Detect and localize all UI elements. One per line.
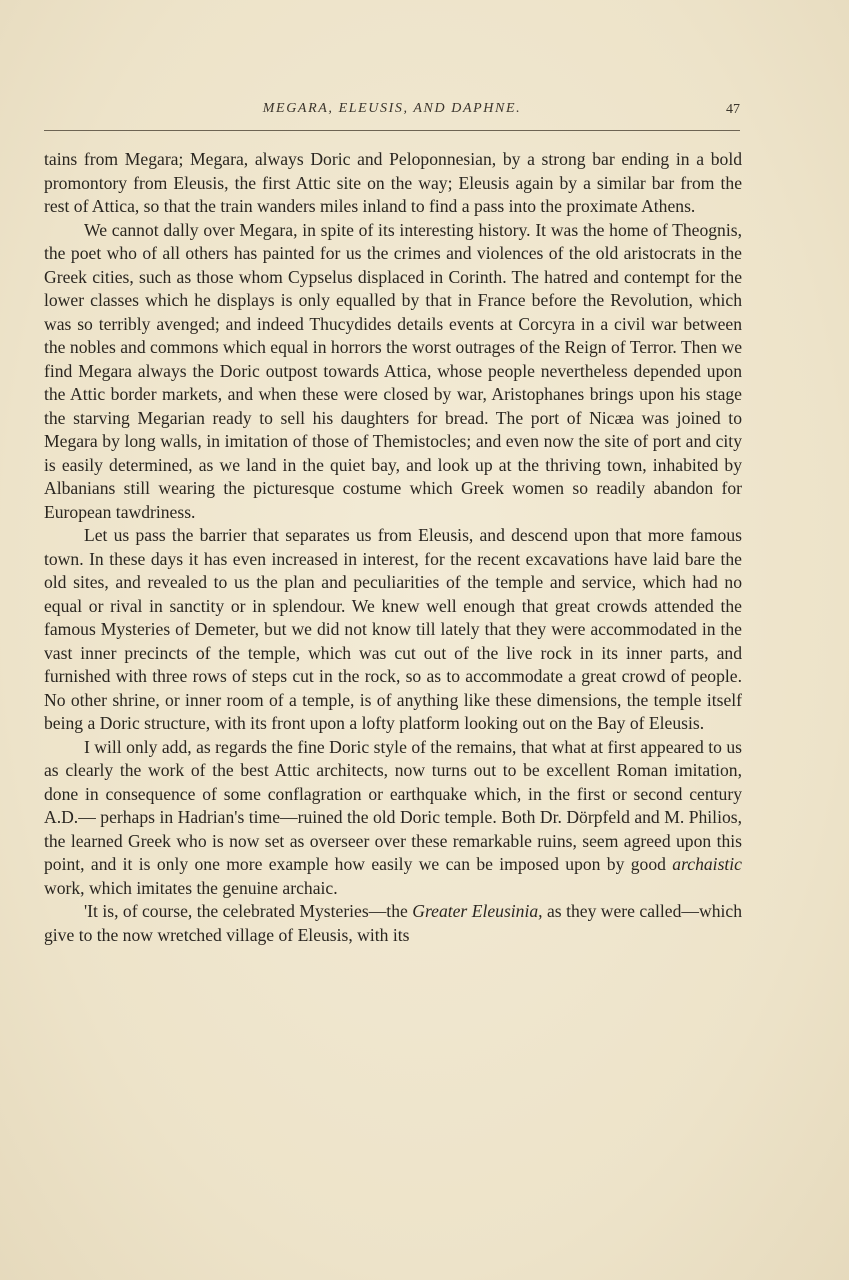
italic-greater-eleusinia: Greater Eleusinia, [412, 901, 543, 921]
paragraph-4-text-c: work, which imitates the genuine archaic. [44, 877, 338, 898]
paragraph-4-text-b: — perhaps in Hadrian's time—ruined the old Doric temple. Both Dr. Dörpfeld and M. Philios, the learned Greek who is now set as overseer over these remarkable ruins, seem agreed upon this point, and it is only one more example how easily we can be imposed upon by good [44, 807, 742, 874]
paragraph-5-text-b: as they were called—which give to the now wretched village of Eleusis, with its [44, 901, 742, 945]
paragraph-1: tains from Megara; Megara, always Doric and Peloponnesian, by a strong bar ending in a bold promontory from Eleusis, the first Attic site on the way; Eleusis again by a similar bar from the rest of Attica, so that the train wanders miles inland to find a pass into the proximate Athens. [44, 149, 742, 216]
paragraph-5 [44, 900, 742, 947]
paragraph-2: We cannot dally over Megara, in spite of its interesting history. It was the home of Theognis, the poet who of all others has painted for us the crimes and violences of the old aristocrats in the Greek cities, such as those whom Cypselus displaced in Corinth. The hatred and contempt for the lower classes which he displays is only equalled by that in France before the Revolution, which was so terribly avenged; and indeed Thucydides details events at Corcyra in a civil war between the nobles and commons which equal in horrors the worst outrages of the Reign of Terror. Then we find Megara always the Doric outpost towards Attica, whose people nevertheless depended upon the Attic border markets, and when these were closed by war, Aristophanes brings upon his stage the starving Megarian ready to sell his daughters for bread. The port of Nicæa was joined to Megara by long walls, in imitation of those of Themistocles; and even now the site of port and city is easily determined, as we land in the quiet bay, and look up at the thriving town, inhabited by Albanians still wearing the picturesque costume which Greek women so readily abandon for European tawdriness. [44, 219, 742, 522]
header-rule [44, 130, 740, 131]
body-text [44, 148, 742, 947]
page-header [44, 101, 740, 127]
anno-domini: A.D. [44, 807, 79, 827]
paragraph-3: Let us pass the barrier that separates us from Eleusis, and descend upon that more famous town. In these days it has even increased in interest, for the recent excavations have laid bare the old sites, and revealed to us the plan and peculiarities of the temple and service, which had no equal or rival in sanctity or in splendour. We knew well enough that great crowds attended the famous Mysteries of Demeter, but we did not know till lately that they were accommodated in the vast inner precincts of the temple, which was cut out of the live rock in its inner parts, and furnished with three rows of steps cut in the rock, so as to accommodate a great crowd of people. No other shrine, or inner room of a temple, is of anything like these dimensions, the temple itself being a Doric structure, with its front upon a lofty platform looking out on the Bay of Eleusis. [44, 525, 742, 733]
paragraph-5-text-a: 'It is, of course, the celebrated Mysteries—the [84, 901, 413, 921]
page-number: 47 [726, 102, 740, 117]
running-head: MEGARA, ELEUSIS, AND DAPHNE. [262, 101, 522, 116]
paragraph-4-text-a: I will only add, as regards the fine Doric style of the remains, that what at first appeared to us as clearly the work of the best Attic architects, now turns out to be excellent Roman imitation, done in consequence of some conflagration or earthquake which, in the first or second century [44, 736, 742, 804]
paragraph-4 [44, 736, 742, 901]
italic-archaistic: archaistic [672, 854, 742, 874]
